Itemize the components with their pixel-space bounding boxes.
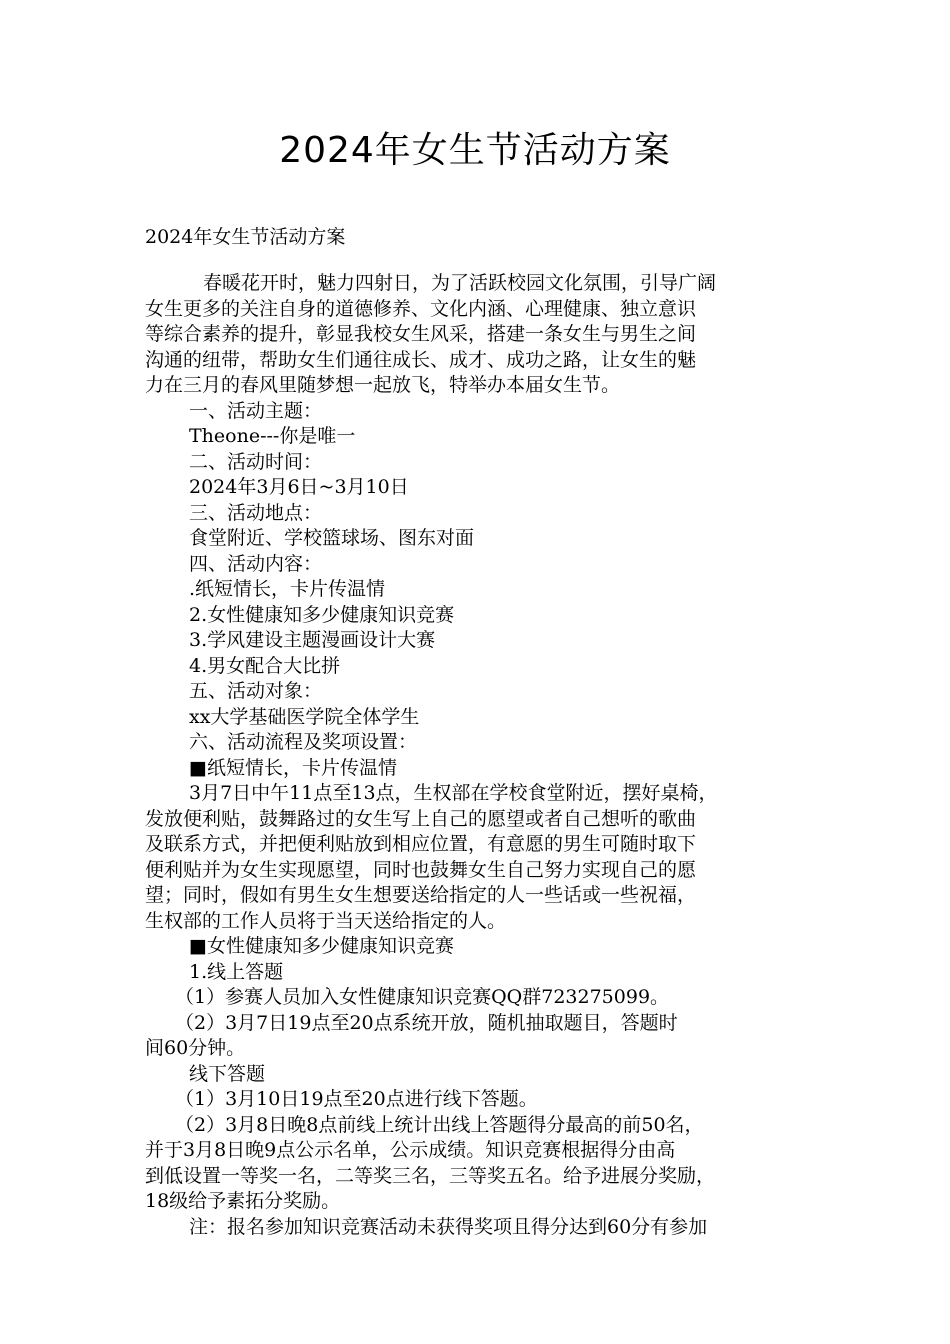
theme-value: Theone---你是唯一 (189, 425, 356, 447)
quiz-offline-heading: 线下答题 (189, 1062, 266, 1085)
paragraph-line: 力在三月的春风里随梦想一起放飞，特举办本届女生节。 (145, 374, 621, 396)
paragraph-line: 女生更多的关注自身的道德修养、文化内涵、心理健康、独立意识 (145, 297, 697, 320)
content-item: 2.女性健康知多少健康知识竞赛 (189, 603, 455, 626)
note-line: 注：报名参加知识竞赛活动未获得奖项且得分达到60分有参加 (189, 1215, 708, 1238)
document-title: 2024年女生节活动方案 (279, 130, 671, 171)
section-heading-location: 三、活动地点： (189, 501, 323, 524)
subsection-heading-quiz: ■女性健康知多少健康知识竞赛 (189, 935, 454, 957)
paragraph-line: 及联系方式，并把便利贴放到相应位置，有意愿的男生可随时取下 (145, 833, 697, 855)
content-item: .纸短情长，卡片传温情 (189, 578, 386, 600)
section-heading-content: 四、活动内容： (189, 552, 323, 575)
paragraph-line: 并于3月8日晚9点公示名单，公示成绩。知识竞赛根据得分由高 (145, 1139, 676, 1161)
paragraph-line: （2）3月8日晚8点前线上统计出线上答题得分最高的前50名， (175, 1113, 704, 1136)
paragraph-line: 生权部的工作人员将于当天送给指定的人。 (145, 909, 507, 932)
paragraph-line: （1）3月10日19点至20点进行线下答题。 (175, 1088, 538, 1110)
section-heading-audience: 五、活动对象： (189, 680, 323, 702)
section-heading-time: 二、活动时间： (189, 450, 323, 473)
document-body (145, 271, 810, 1240)
paragraph-line: 间60分钟。 (145, 1037, 246, 1059)
paragraph-line: 望；同时，假如有男生女生想要送给指定的人一些话或一些祝福， (145, 884, 697, 906)
quiz-online-heading: 1.线上答题 (189, 960, 284, 983)
section-heading-theme: 一、活动主题： (189, 399, 323, 422)
document-subtitle: 2024年女生节活动方案 (145, 226, 346, 248)
paragraph-line: 等综合素养的提升，彰显我校女生风采，搭建一条女生与男生之间 (145, 323, 697, 345)
section-heading-process: 六、活动流程及奖项设置： (189, 731, 418, 753)
paragraph-line: 18级给予素拓分奖励。 (145, 1190, 341, 1212)
subsection-heading-card: ■纸短情长，卡片传温情 (189, 756, 397, 779)
audience-value: xx大学基础医学院全体学生 (189, 705, 420, 728)
paragraph-line: （1）参赛人员加入女性健康知识竞赛QQ群723275099。 (175, 986, 670, 1008)
paragraph-line: （2）3月7日19点至20点系统开放，随机抽取题目，答题时 (175, 1011, 678, 1034)
paragraph-line: 春暖花开时，魅力四射日，为了活跃校园文化氛围，引导广阔 (203, 272, 717, 294)
content-item: 3.学风建设主题漫画设计大赛 (189, 629, 436, 651)
paragraph-line: 3月7日中午11点至13点，生权部在学校食堂附近，摆好桌椅， (189, 782, 718, 804)
time-value: 2024年3月6日~3月10日 (189, 476, 409, 498)
paragraph-line: 到低设置一等奖一名，二等奖三名，三等奖五名。给予进展分奖励， (145, 1164, 716, 1187)
paragraph-line: 沟通的纽带，帮助女生们通往成长、成才、成功之路，让女生的魅 (145, 348, 697, 371)
paragraph-line: 发放便利贴，鼓舞路过的女生写上自己的愿望或者自己想听的歌曲 (145, 807, 697, 830)
location-value: 食堂附近、学校篮球场、图东对面 (189, 527, 475, 549)
paragraph-line: 便利贴并为女生实现愿望，同时也鼓舞女生自己努力实现自己的愿 (145, 858, 697, 881)
content-item: 4.男女配合大比拼 (189, 654, 341, 677)
